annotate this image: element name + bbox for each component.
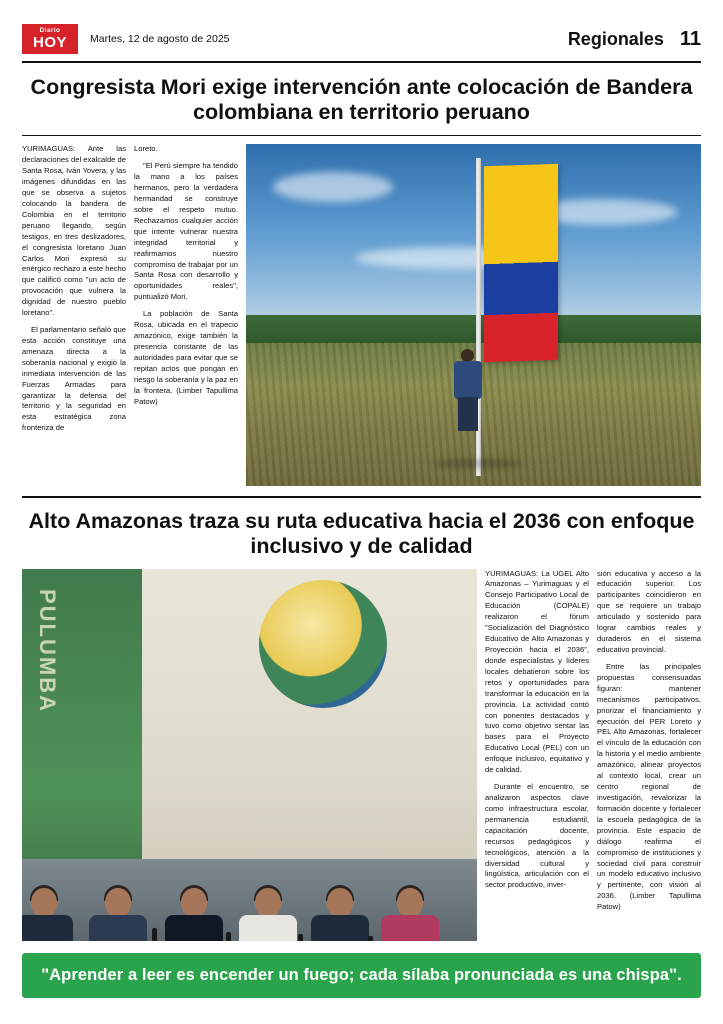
- paragraph: Loreto.: [134, 144, 158, 154]
- microphone-icon: [298, 934, 303, 940]
- section-title: Regionales: [567, 28, 664, 49]
- photo-shadow: [433, 459, 523, 468]
- quote-banner: "Aprender a leer es encender un fuego; cada sílaba pronunciada es una chispa".: [22, 953, 701, 998]
- paragraph: sión educativa y acceso a la educación superior. Los participantes coincidieron en que se requiere un trabajo articulado y sostenido para lograr cambios reales y duraderos en el sistema educativo provincial.: [597, 568, 701, 655]
- person-body: [381, 915, 439, 940]
- logo-main-text: HOY: [32, 34, 67, 52]
- newspaper-logo: [22, 24, 78, 54]
- paragraph: Entre las principales propuestas consensuadas figuran: mantener mecanismos participativos, priorizar el financiamiento y ejecución del PER Loreto y PEL Alto Amazonas, fortalecer el vínculo de la educación con la historia y el medio ambiente amazónico, alinear proyectos al contexto local, crear un centro regional de investigación, revalorizar la formación docente y fortalecer la escuela pedagógica de la provincia. Este espacio de diálogo reafirma el compromiso de instituciones y sociedad civil para construir un modelo educativo inclusivo y pertinente, con visión al 2036. (Limber Tapullima Patow): [597, 661, 701, 912]
- microphone-icon: [226, 932, 231, 940]
- person-legs: [458, 397, 478, 431]
- person-head: [255, 888, 281, 918]
- person-body: [165, 915, 223, 940]
- article1-photo: [246, 144, 701, 486]
- article2-body: [22, 569, 701, 941]
- paragraph: El parlamentario señaló que esta acción constituye una amenaza directa a la soberanía nacional y exigió la inmediata intervención de las Fuerzas Armadas para garantizar la defensa del territorio y la seguridad en esta estratégica zona fronteriza de: [22, 325, 126, 433]
- person-head: [31, 888, 57, 918]
- person-torso: [454, 361, 482, 399]
- article2-photo: [22, 569, 477, 941]
- article1-column-2: [134, 144, 238, 486]
- microphone-icon: [152, 928, 157, 940]
- article2-headline: Alto Amazonas traza su ruta educativa hacia el 2036 con enfoque inclusivo y de calidad: [28, 509, 695, 559]
- photo-cloud: [273, 172, 393, 202]
- publication-date: Martes, 12 de agosto de 2025: [90, 33, 230, 45]
- person-head: [397, 888, 423, 918]
- article1-body: [22, 144, 701, 486]
- masthead: [22, 24, 701, 63]
- article1-column-1: [22, 144, 126, 486]
- paragraph: YURIMAGUAS: La UGEL Alto Amazonas – Yurimaguas y el Consejo Participativo Local de Educación (COPALE) realizaron el fórum "Socialización del Diagnóstico Educativo de Alto Amazonas y Proyección hacia el 2036", donde especialistas y líderes locales debatieron sobre los retos y oportunidades para transformar la educación en la provincia. La actividad contó con ponentes destacados y tuvo como objetivo sentar las bases para el Proyecto Educativo Local (PEL) con un enfoque inclusivo, equitativo y de calidad.: [485, 568, 589, 775]
- person-body: [89, 915, 147, 940]
- article2-column-1: [485, 569, 589, 941]
- paragraph: La población de Santa Rosa, ubicada en el trapecio amazónico, exige también la presencia constante de las autoridades para evitar que se repitan actos que pongan en riesgo la soberanía y la paz en la frontera. (Limber Tapullima Patow): [134, 309, 238, 406]
- person-head: [327, 888, 353, 918]
- paragraph: YURIMAGUAS: Ante las declaraciones del exalcalde de Santa Rosa, Iván Yovera, y las imágenes difundidas en las que se observa a sujetos colocando la bandera de Colombia en el territorio peruano llegando, según testigos, en tres deslizadores, el congresista loretano Juan Carlos Mori expresó su enérgico rechazo a este hecho que calificó como "un acto de provocación que vulnera la dignidad de nuestro pueblo loretano".: [22, 144, 126, 318]
- page-number: 11: [679, 27, 701, 50]
- logo-top-text: Diario: [39, 26, 61, 34]
- banner-vertical-text: PULUMBA: [35, 588, 60, 713]
- person-body: [22, 915, 73, 940]
- institutional-emblem: [259, 580, 387, 708]
- headline-rule: [22, 135, 701, 136]
- article2-column-2: [597, 569, 701, 941]
- person-body: [239, 915, 297, 940]
- article1-headline: Congresista Mori exige intervención ante colocación de Bandera colombiana en territorio peruano: [30, 75, 693, 125]
- paragraph: Durante el encuentro, se analizaron aspectos clave como infraestructura escolar, permanencia estudiantil, capacitación docente, recursos pedagógicos y tecnológicos, atención a la diversidad cultural y lingüística, articulación con el sector productivo, inver-: [485, 782, 589, 890]
- microphone-icon: [368, 936, 373, 940]
- person-head: [105, 888, 131, 918]
- photo-person: [451, 349, 485, 431]
- person-head: [181, 888, 207, 918]
- colombian-flag: [484, 164, 558, 363]
- paragraph: "El Perú siempre ha tendido la mano a los países hermanos, pero la verdadera hermandad se construye sobre el respeto mutuo. Rechazamos cualquier acción que intente vulnerar nuestra integridad territorial y reafirmamos nuestro compromiso de trabajar por un Santa Rosa con desarrollo y oportunidades reales", puntualizó Mori.: [134, 161, 238, 302]
- person-body: [311, 915, 369, 940]
- section-divider: [22, 496, 701, 498]
